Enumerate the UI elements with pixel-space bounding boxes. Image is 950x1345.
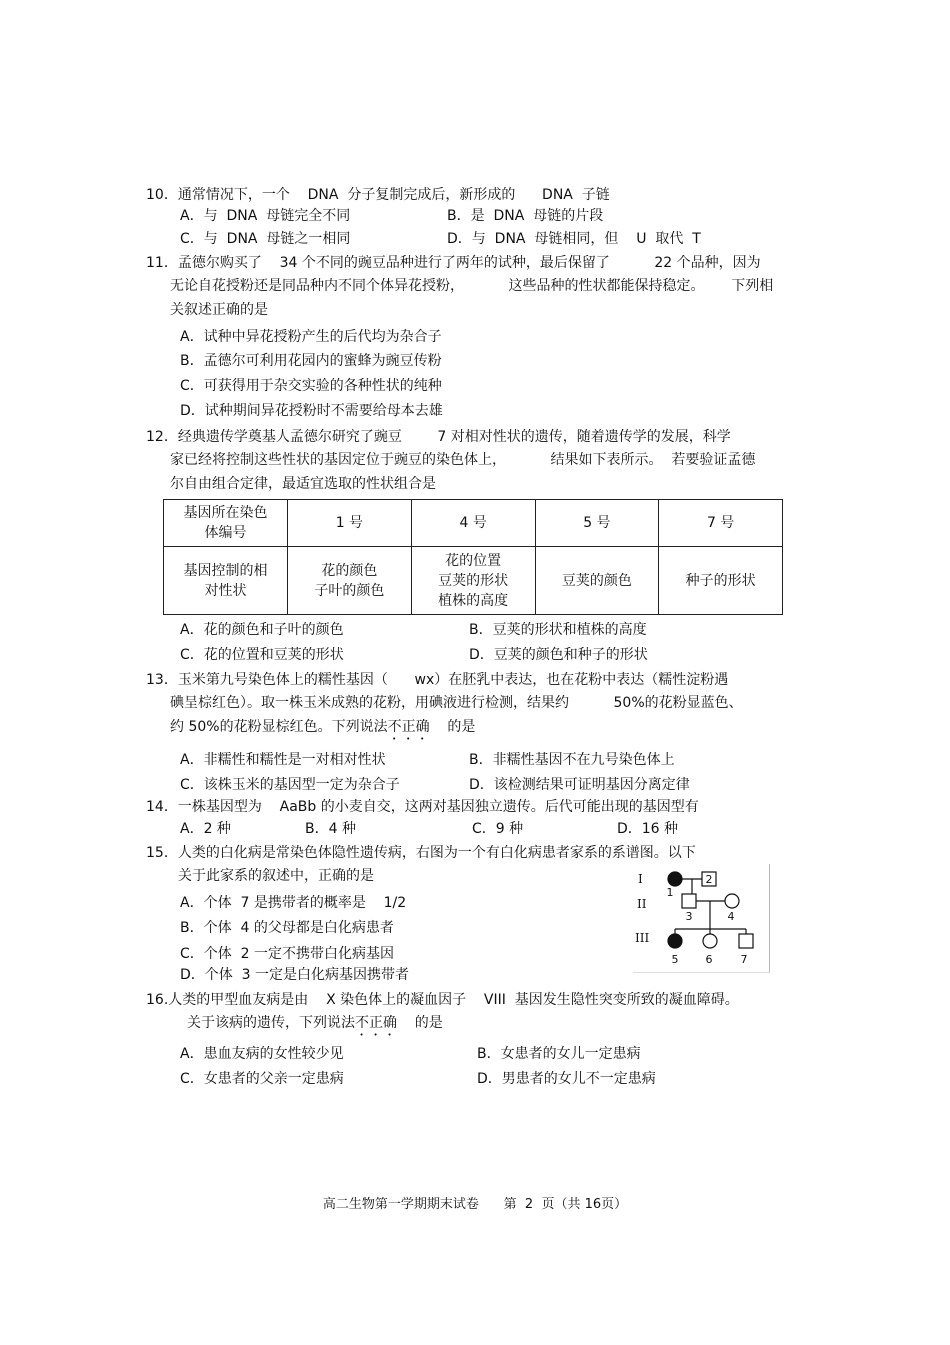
table-col-chr5: 5 号 xyxy=(535,500,659,547)
q12-stem-line1: 12．经典遗传学奠基人孟德尔研究了豌豆 7 对相对性状的遗传，随着遗传学的发展，科学 xyxy=(146,429,731,445)
q13-stem-line3 xyxy=(170,717,475,743)
q13-emphasis: 不正确 xyxy=(387,719,430,735)
table-header-line1: 基因所在染色 xyxy=(183,505,268,521)
q14-option-c: C．9 种 xyxy=(472,821,524,837)
gen-label-1: I xyxy=(638,872,643,886)
q16-option-b: B．女患者的女儿一定患病 xyxy=(477,1046,641,1062)
q13-stem-suffix: 的是 xyxy=(429,719,476,735)
table-row-label-cell xyxy=(164,547,288,615)
q15-stem-line1: 15．人类的白化病是常染色体隐性遗传病，右图为一个有白化病患者家系的系谱图。以下 xyxy=(146,845,696,861)
q12-stem-line3: 尔自由组合定律，最适宜选取的性状组合是 xyxy=(170,476,436,492)
q13-option-a: A．非糯性和糯性是一对相对性状 xyxy=(180,752,386,768)
q16-stem-suffix: 的是 xyxy=(397,1015,443,1031)
q10-option-a: A．与 DNA 母链完全不同 xyxy=(180,208,351,224)
trait: 子叶的颜色 xyxy=(314,582,385,599)
trait: 豆荚的形状 xyxy=(438,572,509,589)
q11-option-d: D．试种期间异花授粉时不需要给母本去雄 xyxy=(180,403,443,419)
id-label-4: 4 xyxy=(727,910,735,923)
trait: 植株的高度 xyxy=(438,592,509,609)
individual-5-affected-female xyxy=(668,934,682,948)
q11-option-a: A．试种中异花授粉产生的后代均为杂合子 xyxy=(180,329,442,345)
q16-emphasis: 不正确 xyxy=(355,1015,397,1031)
q11-option-c: C．可获得用于杂交实验的各种性状的纯种 xyxy=(180,378,442,394)
q14-option-b: B．4 种 xyxy=(305,821,356,837)
q12-option-c: C．花的位置和豆荚的形状 xyxy=(180,647,344,663)
q14-stem: 14．一株基因型为 AaBb 的小麦自交，这两对基因独立遗传。后代可能出现的基因型有 xyxy=(146,799,699,815)
q12-stem-line2: 家已经将控制这些性状的基因定位于豌豆的染色体上， 结果如下表所示。 若要验证孟德 xyxy=(170,452,756,468)
q11-stem-line1: 11．孟德尔购买了 34 个不同的豌豆品种进行了两年的试种，最后保留了 22 个品种，因为 xyxy=(146,255,761,271)
q16-stem-text: 关于该病的遗传，下列说法 xyxy=(187,1015,355,1031)
q10-option-b: B．是 DNA 母链的片段 xyxy=(447,208,604,224)
table-header-cell xyxy=(164,500,288,547)
id-label-5: 5 xyxy=(671,953,679,966)
individual-6-female xyxy=(703,934,717,948)
q13-stem-line2: 碘呈棕红色）。取一株玉米成熟的花粉，用碘液进行检测，结果约 50%的花粉显蓝色、 xyxy=(170,695,743,711)
table-col-chr1: 1 号 xyxy=(288,500,412,547)
q15-option-b: B．个体 4 的父母都是白化病患者 xyxy=(180,920,394,936)
q13-stem-text: 约 50%的花粉显棕红色。下列说法 xyxy=(170,719,388,735)
table-traits-chr5: 豆荚的颜色 xyxy=(535,547,659,615)
q15-stem-line2: 关于此家系的叙述中，正确的是 xyxy=(178,868,374,884)
gen-label-3: III xyxy=(635,931,650,945)
trait: 花的位置 xyxy=(445,552,502,569)
q10-option-d: D．与 DNA 母链相同，但 U 取代 T xyxy=(447,231,701,247)
individual-3-male xyxy=(682,894,696,908)
id-label-2: 2 xyxy=(705,873,713,886)
table-header-line2: 体编号 xyxy=(204,525,247,541)
gen-label-2: II xyxy=(637,897,647,911)
q16-option-c: C．女患者的父亲一定患病 xyxy=(180,1071,344,1087)
table-row-label-line1: 基因控制的相 xyxy=(183,562,268,579)
q12-option-b: B．豆荚的形状和植株的高度 xyxy=(469,622,647,638)
table-col-chr7: 7 号 xyxy=(659,500,783,547)
q13-option-b: B．非糯性基因不在九号染色体上 xyxy=(469,752,675,768)
q16-stem-line1: 16.人类的甲型血友病是由 X 染色体上的凝血因子 VIII 基因发生隐性突变所致的凝血障碍。 xyxy=(146,992,739,1008)
page-footer: 高二生物第一学期期末试卷 第 2 页（共 16页） xyxy=(322,1197,628,1212)
id-label-6: 6 xyxy=(705,953,713,966)
id-label-3: 3 xyxy=(685,910,693,923)
q10-stem: 10．通常情况下，一个 DNA 分子复制完成后，新形成的 DNA 子链 xyxy=(146,187,610,203)
q11-stem-line2: 无论自花授粉还是同品种内不同个体异花授粉， 这些品种的性状都能保持稳定。 下列相 xyxy=(170,278,774,294)
id-label-7: 7 xyxy=(740,953,748,966)
q13-option-c: C．该株玉米的基因型一定为杂合子 xyxy=(180,777,400,793)
q13-stem-line1: 13．玉米第九号染色体上的糯性基因（ wx）在胚乳中表达，也在花粉中表达（糯性淀粉遇 xyxy=(146,672,729,688)
q16-option-d: D．男患者的女儿不一定患病 xyxy=(477,1071,656,1087)
q14-option-a: A．2 种 xyxy=(180,821,231,837)
q15-option-d: D．个体 3 一定是白化病基因携带者 xyxy=(180,967,410,983)
q12-option-a: A．花的颜色和子叶的颜色 xyxy=(180,622,344,638)
q14-option-d: D．16 种 xyxy=(617,821,679,837)
q10-option-c: C．与 DNA 母链之一相同 xyxy=(180,231,351,247)
individual-1-affected-female xyxy=(668,872,682,886)
pedigree-chart xyxy=(633,864,770,973)
q13-option-d: D．该检测结果可证明基因分离定律 xyxy=(469,777,690,793)
q11-option-b: B．孟德尔可利用花园内的蜜蜂为豌豆传粉 xyxy=(180,353,442,369)
q15-option-a: A．个体 7 是携带者的概率是 1/2 xyxy=(180,895,407,911)
q16-option-a: A．患血友病的女性较少见 xyxy=(180,1046,344,1062)
individual-7-male xyxy=(739,934,753,948)
table-traits-chr1 xyxy=(288,547,412,615)
individual-4-female xyxy=(725,894,739,908)
q11-stem-line3: 关叙述正确的是 xyxy=(170,302,268,318)
trait: 花的颜色 xyxy=(321,562,378,579)
id-label-1: 1 xyxy=(666,886,674,899)
q15-option-c: C．个体 2 一定不携带白化病基因 xyxy=(180,946,395,962)
table-col-chr4: 4 号 xyxy=(411,500,535,547)
table-traits-chr4 xyxy=(411,547,535,615)
table-row-label-line2: 对性状 xyxy=(204,582,247,599)
q16-stem-line2 xyxy=(187,1013,443,1039)
q12-option-d: D．豆荚的颜色和种子的形状 xyxy=(469,647,648,663)
table-traits-chr7: 种子的形状 xyxy=(659,547,783,615)
gene-location-table xyxy=(163,499,783,615)
